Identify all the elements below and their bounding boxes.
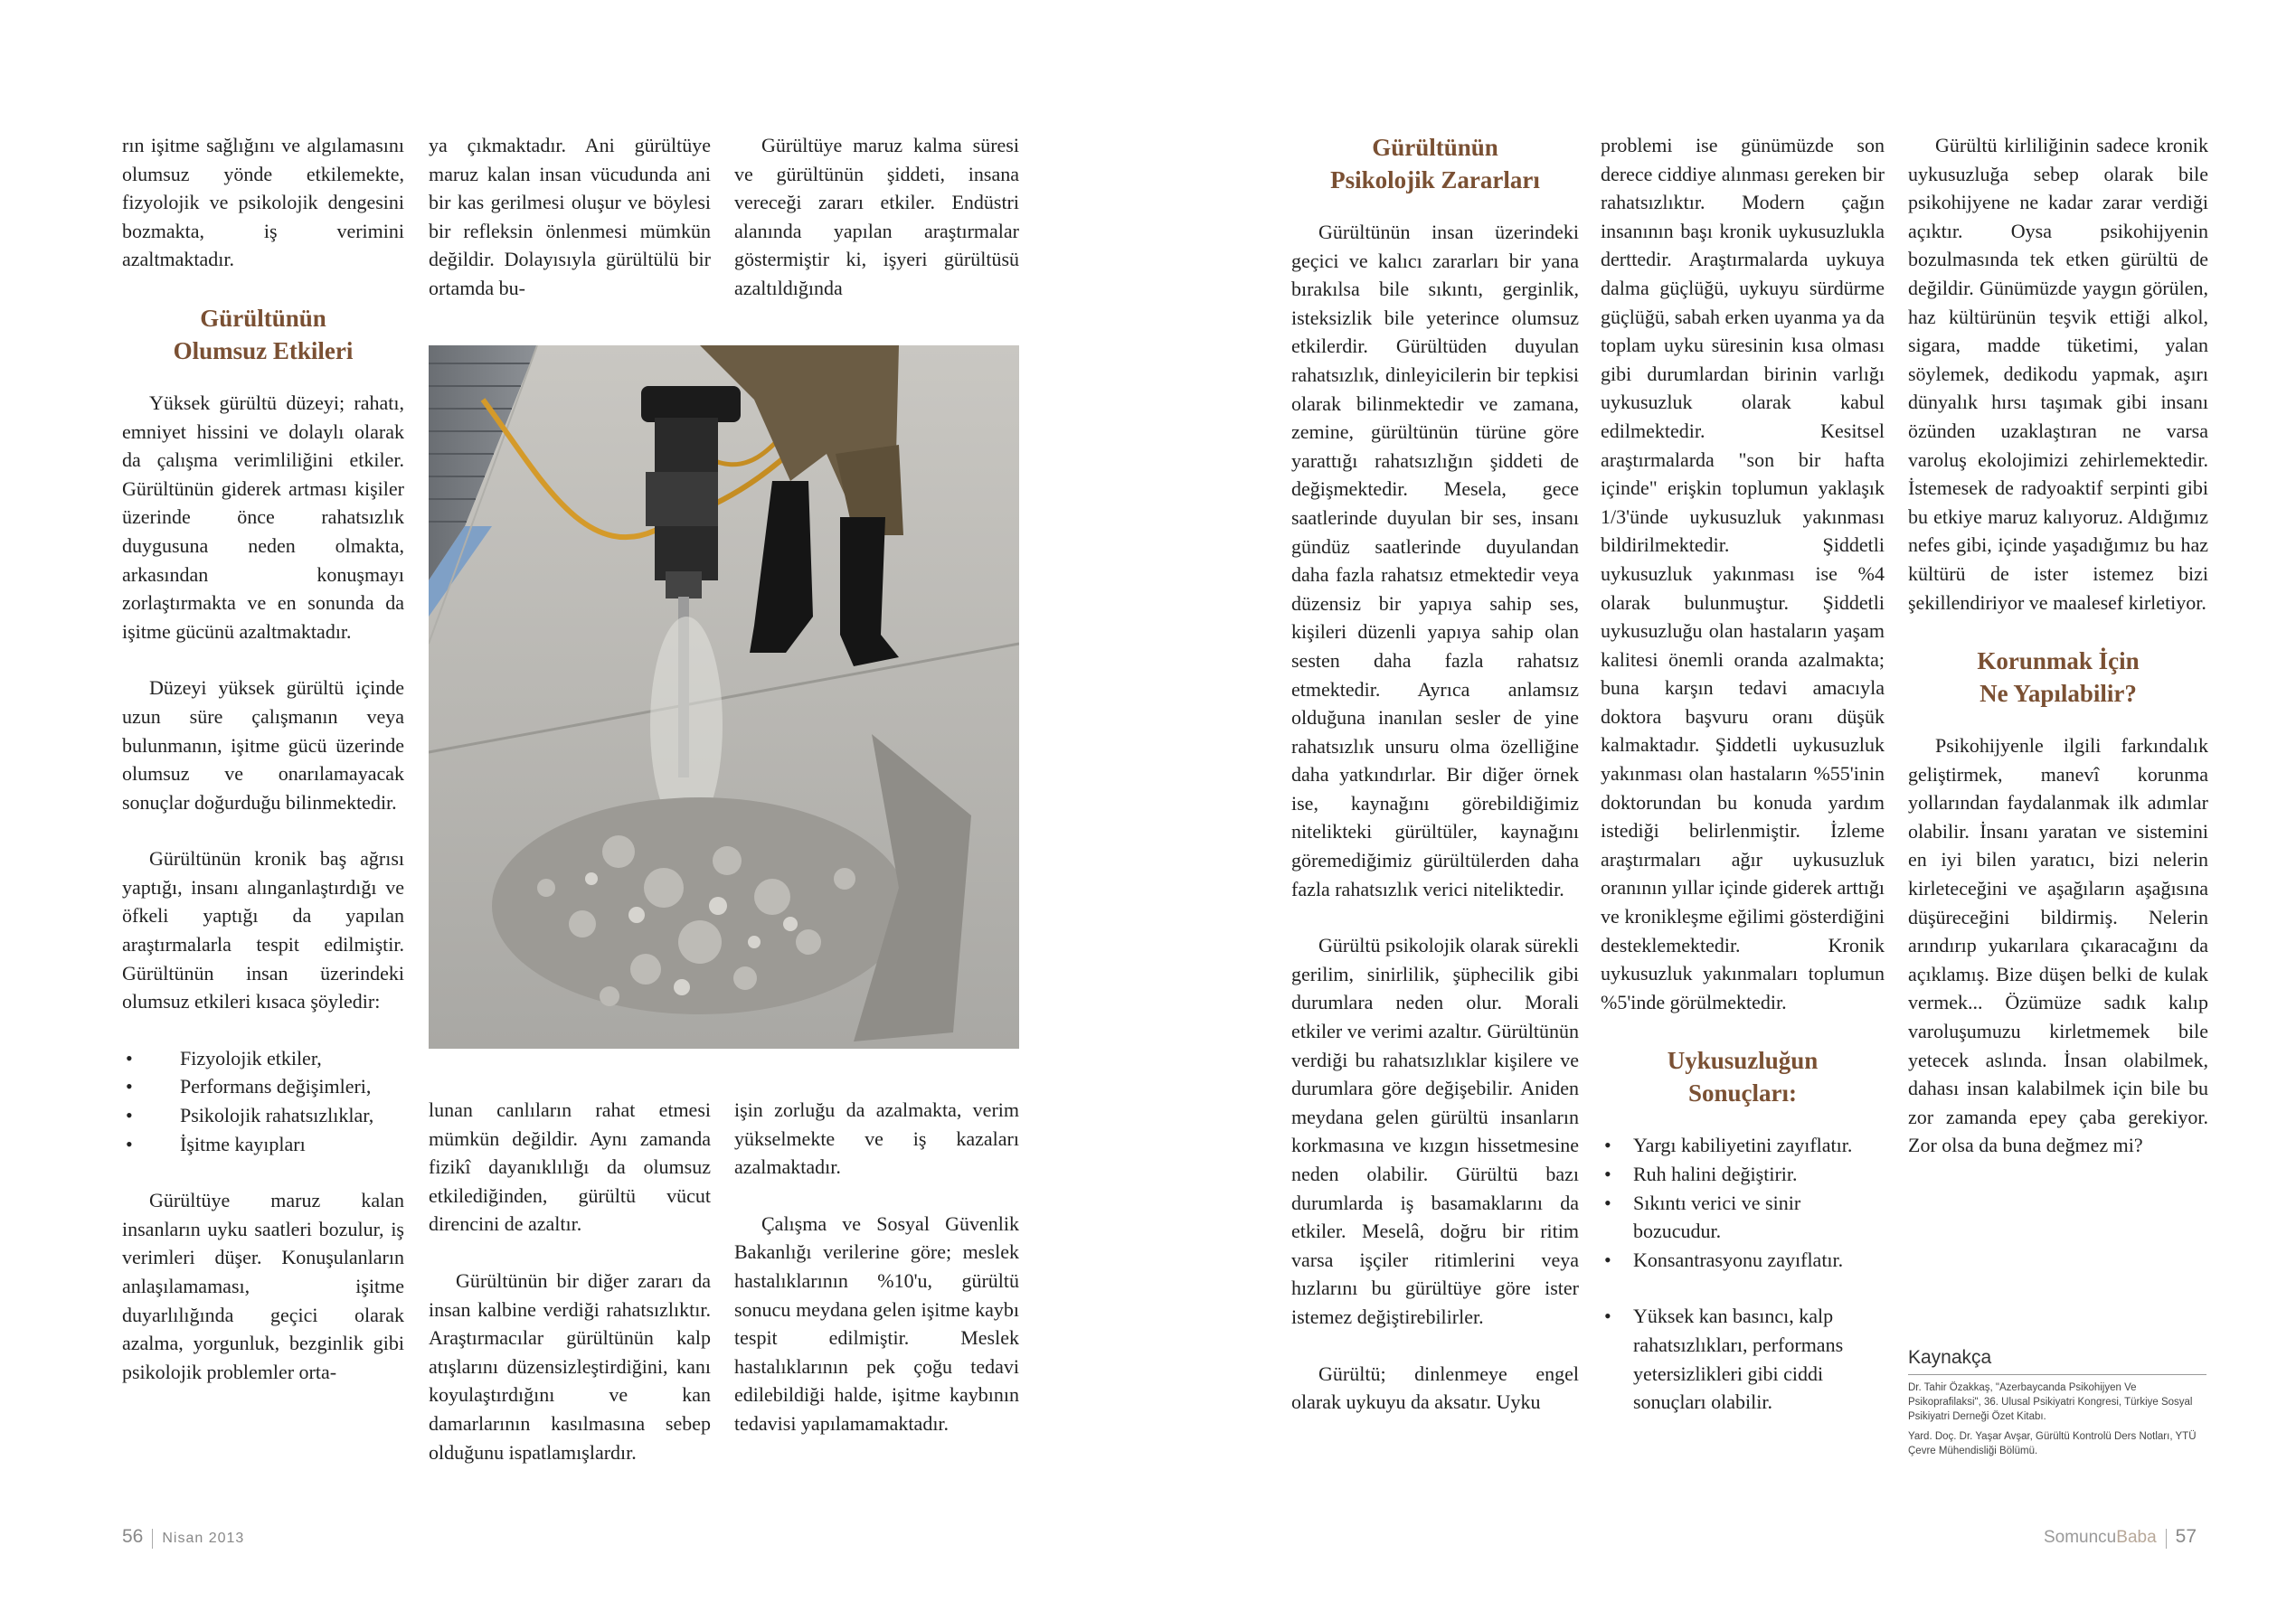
page-number: 57 (2175, 1526, 2197, 1547)
left-column-3-top (734, 131, 1019, 331)
paragraph: Yüksek gürültü düzeyi; rahatı, emniyet hissini ve dolaylı olarak da çalışma verimliliğini etkiler. Gürültünün giderek artması kişiler üzerinde önce rahatsızlık duygusuna neden olmakta, arkasından konuşmayı zorlaştırmakta ve en sonunda da işitme gücünü azaltmaktadır. (122, 391, 404, 643)
paragraph: Gürültünün kronik baş ağrısı yaptığı, insanı alınganlaştırdığı ve öfkeli yaptığı da yapılan araştırmalarla tespit edilmiştir. Gürültünün insan üzerindeki olumsuz etkileri kısaca şöyledir: (122, 847, 404, 1013)
section-heading-insomnia-results: Uykusuzluğun Sonuçları: (1667, 1047, 1819, 1107)
reference-item: Dr. Tahir Özakkaş, "Azerbaycanda Psikohijyen Ve Psikoprafilaksi", 36. Ulusal Psikiyatri Kongresi, Türkiye Sosyal Psikiyatri Derneği Özet Kitabı. (1908, 1382, 2193, 1422)
list-item: • Yargı kabiliyetini zayıflatır. (1601, 1131, 1885, 1160)
footer-divider (152, 1529, 153, 1549)
list-item: • Yüksek kan basıncı, kalp rahatsızlıkları, performans yetersizlikleri gibi ciddi sonuçları olabilir. (1601, 1302, 1885, 1416)
paragraph: Gürültüye maruz kalma süresi ve gürültünün şiddeti, insana vereceği zararı etkiler. Endüstri alanında yapılan araştırmalar göstermiştir ki, işyeri gürültüsü azaltıldığında (734, 134, 1019, 299)
paragraph: Gürültü; dinlenmeye engel olarak uykuyu da aksatır. Uyku (1291, 1362, 1579, 1414)
paragraph: Gürültü psikolojik olarak sürekli gerilim, sinirlilik, şüphecilik gibi durumlara neden olur. Morali etkiler ve verimi azaltır. Gürültünün verdiği bu rahatsızlıklar kişilere ve durumlara göre değişebilir. Aniden meydana gelen gürültü insanların korkmasına ve kızgın hissetmesine neden olabilir. Gürültü bazı durumlarda iş basamaklarını da etkiler. Meselâ, doğru bir ritim varsa işçiler ritimlerini veya hızlarını bu gürültüye göre ister istemez değiştirebilirler. (1291, 934, 1579, 1328)
footer-divider (2166, 1529, 2167, 1549)
magazine-brand: SomuncuBaba (2043, 1528, 2157, 1547)
right-column-2 (1601, 131, 1885, 1445)
paragraph: Psikohijyenle ilgili farkındalık geliştirmek, manevî korunma yollarından faydalanmak ilk adımlar olabilir. İnsanı yaratan ve sistemini en iyi bilen yaratıcı, bizi nelerin kirleteceğini ve aşağıların aşağısına düşüreceğini bildirmiş. Nelerin arındırıp yukarılara çıkaracağını da açıklamış. Bize düşen belki de kulak vermek... Özümüze sadık kalıp varoluşumuzu kirletmemek bile yetecek aslında. İnsan olabilmek, dahası insan kalabilmek için bile bu zor zamanda epey çaba gerekiyor. Zor olsa da buna değmez mi? (1908, 734, 2208, 1157)
paragraph: Gürültüye maruz kalan insanların uyku saatleri bozulur, iş verimleri düşer. Konuşulanların anlaşılamaması, işitme duyarlılığında geçici olarak azalma, yorgunluk, bezginlik gibi psikolojik problemler orta- (122, 1189, 404, 1383)
paragraph: Düzeyi yüksek gürültü içinde uzun süre çalışmanın veya bulunmanın, işitme gücü üzerinde olumsuz ve onarılamayacak sonuçlar doğurduğu bilinmektedir. (122, 676, 404, 814)
references-block (1908, 1347, 2206, 1458)
list-item: • Ruh halini değiştirir. (1601, 1160, 1885, 1189)
effects-list (122, 1044, 404, 1158)
list-item: • Fizyolojik etkiler, (122, 1044, 404, 1073)
right-column-3 (1908, 131, 2208, 1188)
paragraph: Gürültünün insan üzerindeki geçici ve kalıcı zararları bir yana bırakılsa bile sıkıntı, gerginlik, isteksizlik bile yeterince olumsuz etkilerdir. Gürültüden duyulan rahatsızlık, dinleyicilerin bir tepkisi olarak bilinmektedir ve zamana, zemine, gürültünün türüne göre yarattığı rahatsızlığın şiddeti de değişmektedir. Mesela, gece saatlerinde duyulan bir ses, insanı gündüz saatlerinde duyulandan daha fazla rahatsız etmektedir veya düzensiz bir yapıya sahip ses, kişileri düzenli yapıya sahip olan sesten daha fazla rahatsız etmektedir. Ayrıca anlamsız olduğuna inanılan sesler de yine rahatsızlık unsuru olma özelliğine daha yatkındırlar. Bir diğer örnek ise, kaynağını görebildiğimiz nitelikteki gürültüler, kaynağını göremediğimiz gürültülerden daha fazla rahatsızlık verici niteliktedir. (1291, 221, 1579, 900)
jackhammer-worker-photo (429, 345, 1019, 1049)
issue-date: Nisan 2013 (162, 1531, 245, 1546)
list-item: • Performans değişimleri, (122, 1072, 404, 1101)
left-column-3-bottom (734, 1096, 1019, 1466)
section-heading-psychological-harms: Gürültünün Psikolojik Zararları (1330, 134, 1540, 193)
paragraph: lunan canlıların rahat etmesi mümkün değildir. Aynı zamanda fizikî dayanıklılığı da olumsuz etkilediğinden, gürültü vücut direncini de azaltır. (429, 1098, 711, 1236)
section-heading-protection: Korunmak İçin Ne Yapılabilir? (1977, 647, 2140, 708)
reference-item: Yard. Doç. Dr. Yaşar Avşar, Gürültü Kontrolü Ders Notları, YTÜ Çevre Mühendisliği Bölümü. (1908, 1431, 2197, 1456)
page-number: 56 (122, 1526, 144, 1547)
paragraph: problemi ise günümüzde son derece ciddiye alınması gereken bir rahatsızlıktır. Modern çağın insanının başı kronik uykusuzlukla derttedir. Araştırmalarda uykuya dalma güçlüğü, uykuyu sürdürme güçlüğü, sabah erken uyanma ya da toplam uyku süresinin kısa olması gibi durumlardan birinin varlığı uykusuzluk olarak kabul edilmektedir. Kesitsel araştırmalarda "son bir hafta içinde" erişkin toplumun yaklaşık 1/3'ünde uykusuzluk yakınması bildirilmektedir. Şiddetli uykusuzluk yakınması ise %4 olarak bulunmuştur. Şiddetli uykusuzluğu olan hastaların yaşam kalitesi önemli oranda azalmakta; buna karşın tedavi amacıyla doktora başvuru oranı düşük kalmaktadır. Şiddetli uykusuzluk yakınması olan hastaların %55'inin doktorundan bu konuda yardım istediği belirlenmiştir. İzleme araştırmaları ağır uykusuzluk oranının yıllar içinde giderek arttığı ve kronikleşme eğilimi gösterdiğini desteklemektedir. Kronik uykusuzluk yakınmaları toplumun %5'inde görülmektedir. (1601, 134, 1885, 1013)
right-column-1 (1291, 131, 1579, 1445)
list-item: • Psikolojik rahatsızlıklar, (122, 1101, 404, 1130)
list-item: • Konsantrasyonu zayıflatır. (1601, 1246, 1885, 1275)
left-column-2-bottom (429, 1096, 711, 1494)
insomnia-results-list (1601, 1131, 1885, 1274)
paragraph: Çalışma ve Sosyal Güvenlik Bakanlığı verilerine göre; meslek hastalıklarının %10'u, gürültü sonucu meydana gelen işitme kaybı tespit edilmiştir. Meslek hastalıklarının pek çoğu tedavi edilebildiği halde, işitme kaybının tedavisi yapılamamaktadır. (734, 1211, 1019, 1435)
paragraph: rın işitme sağlığını ve algılamasını olumsuz yönde etkilemekte, fizyolojik ve psikolojik dengesini bozmakta, iş verimini azaltmaktadır. (122, 134, 404, 271)
section-heading-negative-effects: Gürültünün Olumsuz Etkileri (173, 304, 354, 364)
right-footer (2044, 1526, 2197, 1549)
insomnia-results-list-extra (1601, 1302, 1885, 1416)
left-column-2-top (429, 131, 711, 331)
left-footer (122, 1526, 244, 1549)
references-title: Kaynakça (1908, 1347, 2206, 1375)
list-item: • Sıkıntı verici ve sinir bozucudur. (1601, 1189, 1885, 1246)
left-column-1 (122, 131, 404, 1414)
list-item: • İşitme kayıpları (122, 1130, 404, 1159)
paragraph: Gürültü kirliliğinin sadece kronik uykusuzluğa sebep olarak bile psikohijyene ne kadar zarar verdiği açıktır. Oysa psikohijyenin bozulmasında tek etken gürültü de değildir. Günümüzde yaygın görülen, haz kültürünün teşvik ettiği alkol, sigara, madde tüketimi, yalan söylemek, dedikodu yapmak, aşırı dünyalık hırsı taşımak gibi insanı özünden uzaklaştıran ne varsa varoluş ekolojimizi zehirlemektedir. İstemesek de radyoaktif serpinti gibi bu etkiye maruz kalıyoruz. Aldığımız nefes gibi, içinde yaşadığımız bu haz kültürü de ister istemez bizi şekillendiriyor ve maalesef kirletiyor. (1908, 134, 2208, 614)
paragraph: işin zorluğu da azalmakta, verim yükselmekte ve iş kazaları azalmaktadır. (734, 1098, 1019, 1179)
paragraph: ya çıkmaktadır. Ani gürültüye maruz kalan insan vücudunda ani bir kas gerilmesi oluşur ve böylesi bir refleksin önlenmesi mümkün değildir. Dolayısıyla gürültülü bir ortamda bu- (429, 134, 711, 299)
paragraph: Gürültünün bir diğer zararı da insan kalbine verdiği rahatsızlıktır. Araştırmacılar gürültünün kalp atışlarını düzensizleştirdiğini, kanı koyulaştırdığını ve kan damarlarının kasılmasına sebep olduğunu ispatlamışlardır. (429, 1268, 711, 1464)
